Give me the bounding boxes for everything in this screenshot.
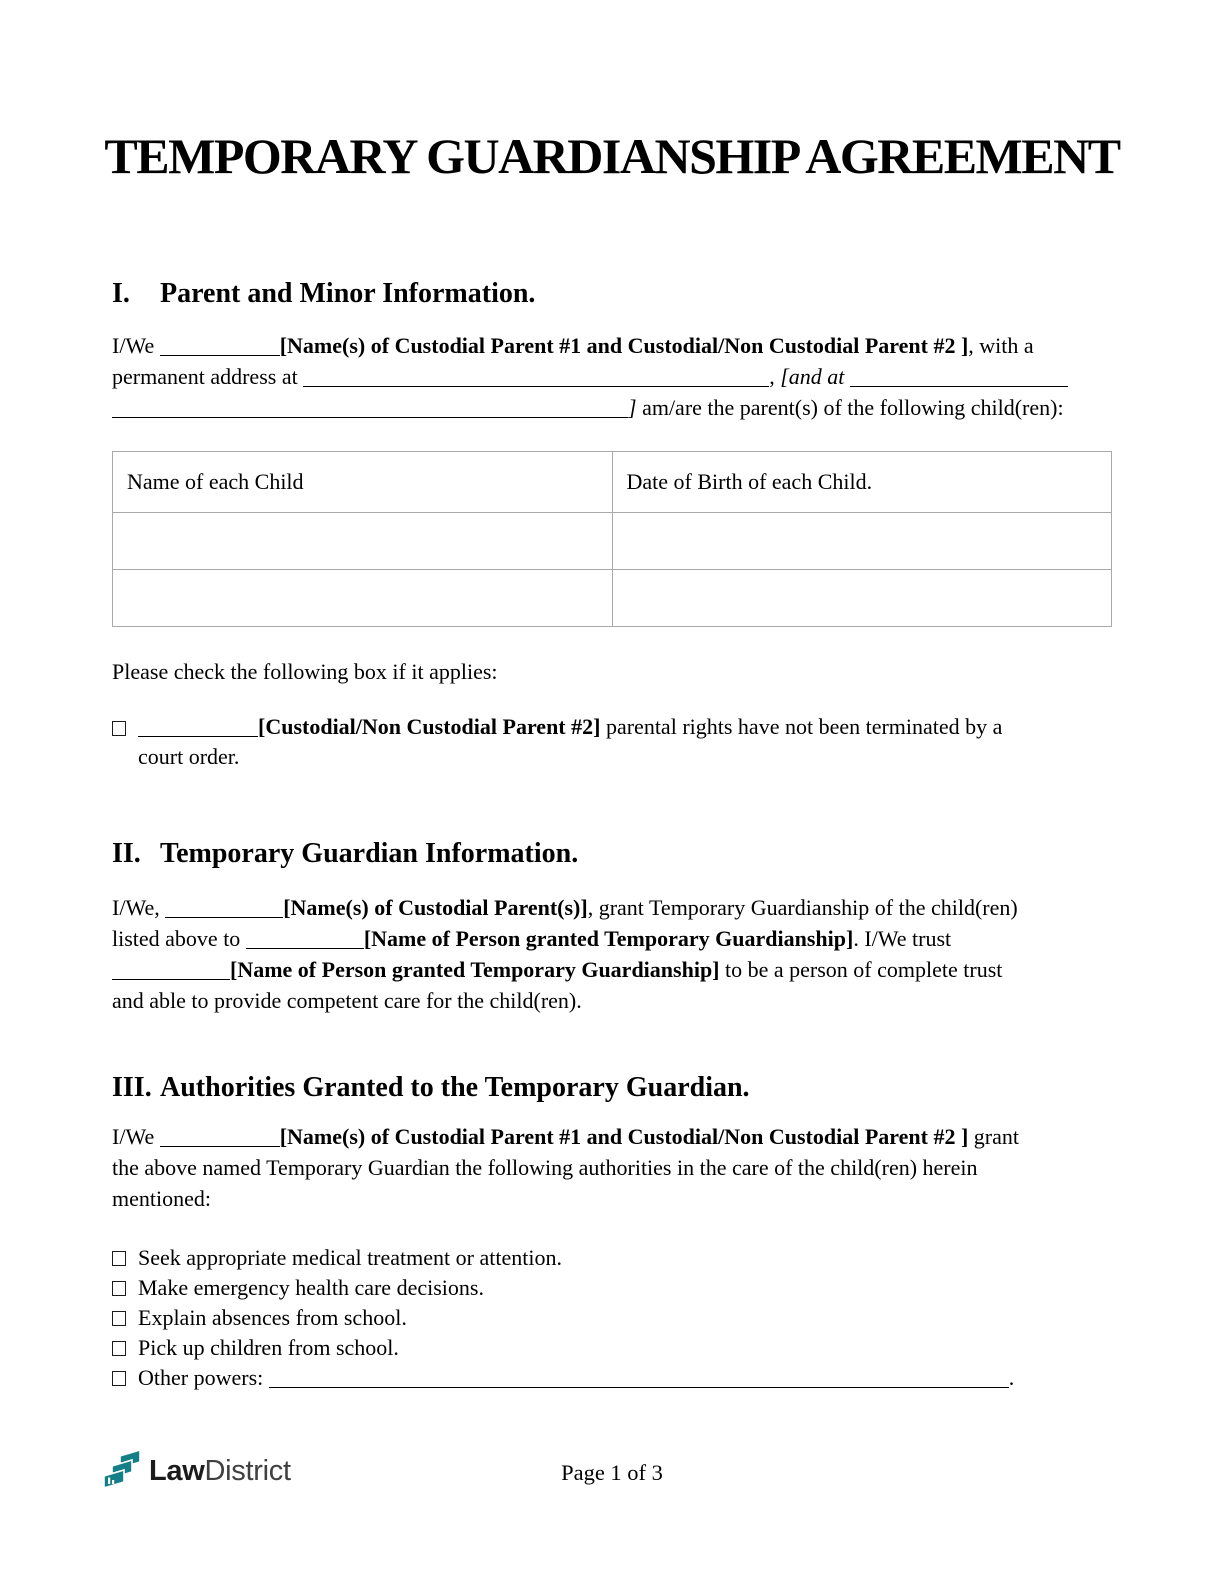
text-segment: Make emergency health care decisions. [138, 1275, 484, 1300]
text-segment: , with a [968, 333, 1034, 358]
table-row [113, 570, 1112, 627]
checkbox[interactable] [112, 721, 126, 736]
text-segment: am/are the parent(s) of the following child(ren): [642, 395, 1064, 420]
text-segment: [Name of Person granted Temporary Guardianship] [363, 926, 854, 951]
table-cell[interactable] [612, 570, 1112, 627]
text-line [112, 1121, 1122, 1152]
text-segment: listed above to [112, 926, 246, 951]
section2-number: II. [112, 838, 141, 869]
blank-field[interactable] [165, 902, 283, 918]
text-segment: grant [968, 1124, 1019, 1149]
section1-intro-paragraph [112, 330, 1122, 423]
blank-field[interactable] [246, 933, 364, 949]
text-segment: I/We [112, 333, 160, 358]
page-indicator: Page 1 of 3 [561, 1460, 663, 1485]
text-segment: Explain absences from school. [138, 1305, 407, 1330]
table-header-row [113, 452, 1112, 513]
text-segment: permanent address at [112, 364, 304, 389]
table-row [113, 513, 1112, 570]
checklist-item [112, 1243, 1122, 1273]
checklist-item [112, 1363, 1122, 1393]
checklist-item-content [138, 1303, 407, 1333]
text-segment: Pick up children from school. [138, 1335, 399, 1360]
text-line [138, 1273, 484, 1303]
blank-field[interactable] [160, 1131, 280, 1147]
text-line [112, 954, 1122, 985]
text-line [138, 1363, 1014, 1393]
blank-field[interactable] [138, 721, 258, 737]
blank-field[interactable] [112, 402, 628, 418]
blank-field[interactable] [112, 964, 230, 980]
text-segment: I/We, [112, 895, 166, 920]
text-segment: parental rights have not been terminated by a [600, 714, 1003, 739]
text-segment: ] [628, 395, 643, 420]
checklist-item-content [138, 712, 1002, 772]
text-segment: mentioned: [112, 1186, 211, 1211]
section1-heading [112, 276, 1122, 312]
table-cell[interactable] [113, 570, 613, 627]
table-cell[interactable] [113, 513, 613, 570]
text-line [112, 985, 1122, 1016]
text-segment: Seek appropriate medical treatment or attention. [138, 1245, 562, 1270]
checklist-item [112, 1273, 1122, 1303]
check-prompt-text: Please check the following box if it applies: [112, 659, 498, 684]
text-line [112, 892, 1122, 923]
table-header-cell: Name of each Child [113, 452, 613, 513]
section2-heading [112, 836, 1122, 872]
text-line [112, 923, 1122, 954]
text-segment: and able to provide competent care for the child(ren). [112, 988, 582, 1013]
logo-text-district: District [204, 1455, 291, 1487]
checklist-item [112, 712, 1122, 772]
section2-heading-text: Temporary Guardian Information. [160, 838, 579, 869]
text-line [138, 712, 1002, 742]
text-line [112, 361, 1122, 392]
blank-field[interactable] [160, 340, 280, 356]
text-segment: Other powers: [138, 1365, 269, 1390]
text-line [138, 1243, 562, 1273]
text-segment: [Custodial/Non Custodial Parent #2] [258, 714, 601, 739]
text-segment: [Name(s) of Custodial Parent(s)] [283, 895, 588, 920]
blank-field[interactable] [269, 1372, 1009, 1388]
checklist-item [112, 1333, 1122, 1363]
text-segment: court order. [138, 744, 240, 769]
children-table [112, 451, 1112, 627]
text-segment: . [1008, 1365, 1015, 1390]
checkbox[interactable] [112, 1311, 126, 1326]
check-prompt [112, 656, 1122, 687]
text-segment: , [769, 364, 781, 389]
section3-number: III. [112, 1072, 152, 1103]
blank-field[interactable] [850, 371, 1068, 387]
section2-paragraph [112, 892, 1122, 1016]
checklist-item [112, 1303, 1122, 1333]
blank-field[interactable] [303, 371, 769, 387]
text-line [112, 330, 1122, 361]
section3-paragraph [112, 1121, 1122, 1214]
section1-number: I. [112, 278, 130, 309]
authorities-checklist [112, 1243, 1122, 1393]
checklist-item-content [138, 1333, 399, 1363]
checklist-item-content [138, 1243, 562, 1273]
text-segment: . I/We trust [853, 926, 952, 951]
document-title: TEMPORARY GUARDIANSHIP AGREEMENT [104, 127, 1120, 184]
text-segment: [Name(s) of Custodial Parent #1 and Custodial/Non Custodial Parent #2 ] [279, 1124, 969, 1149]
logo-text-law: Law [149, 1455, 205, 1487]
checkbox[interactable] [112, 1341, 126, 1356]
table-cell[interactable] [612, 513, 1112, 570]
text-line [112, 392, 1122, 423]
text-segment: [Name of Person granted Temporary Guardianship] [230, 957, 720, 982]
text-line [138, 1333, 399, 1363]
text-segment: , grant Temporary Guardianship of the child(ren) [587, 895, 1018, 920]
table-header-cell: Date of Birth of each Child. [612, 452, 1112, 513]
section1-heading-text: Parent and Minor Information. [160, 278, 536, 309]
section3-heading [112, 1070, 1122, 1106]
checkbox[interactable] [112, 1251, 126, 1266]
text-line [112, 1183, 1122, 1214]
checklist-item-content [138, 1363, 1014, 1393]
text-segment: I/We [112, 1124, 160, 1149]
text-line [112, 1152, 1122, 1183]
parent2-rights-checklist [112, 712, 1122, 772]
checkbox[interactable] [112, 1371, 126, 1386]
checklist-item-content [138, 1273, 484, 1303]
checkbox[interactable] [112, 1281, 126, 1296]
text-segment: [Name(s) of Custodial Parent #1 and Custodial/Non Custodial Parent #2 ] [279, 333, 969, 358]
text-segment: the above named Temporary Guardian the following authorities in the care of the child(ren) herein [112, 1155, 978, 1180]
text-segment: [and at [780, 364, 850, 389]
text-line [138, 1303, 407, 1333]
text-segment: to be a person of complete trust [719, 957, 1003, 982]
text-line [138, 742, 1002, 772]
section3-heading-text: Authorities Granted to the Temporary Guardian. [160, 1072, 750, 1103]
